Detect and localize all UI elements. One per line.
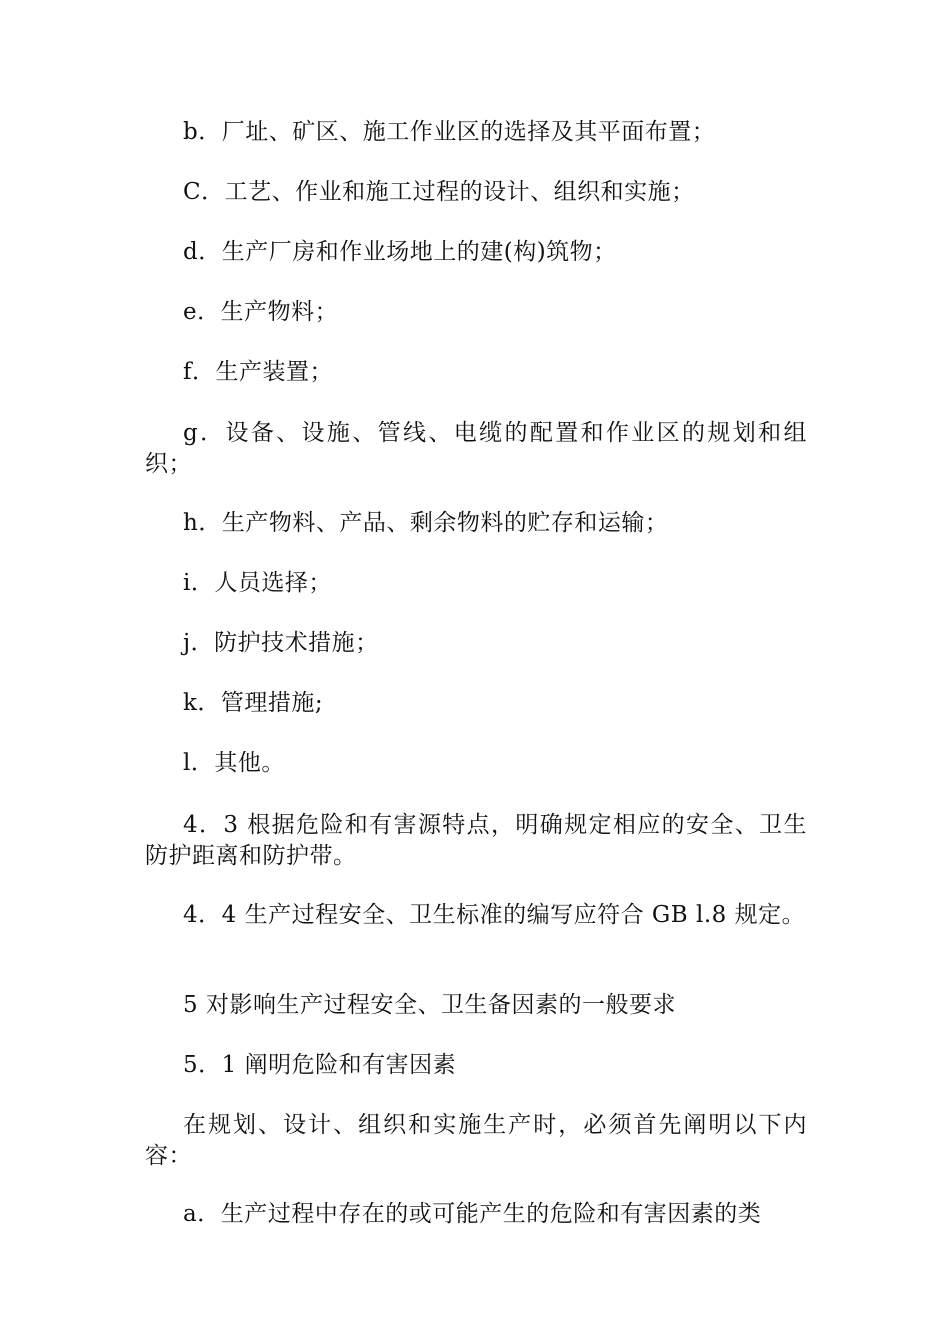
paragraph-item-c: C．工艺、作业和施工过程的设计、组织和实施； [183,179,695,205]
paragraph-item-k: k．管理措施; [183,690,324,716]
section-heading-5: 5 对影响生产过程安全、卫生备因素的一般要求 [183,992,676,1018]
paragraph-clause-4-4: 4．4 生产过程安全、卫生标准的编写应符合 GB l.8 规定。 [183,902,806,928]
paragraph-item-i: i．人员选择； [183,570,332,596]
paragraph-item-j: j．防护技术措施； [183,630,379,656]
paragraph-item-d: d．生产厂房和作业场地上的建(构)筑物； [183,239,617,265]
paragraph-item-b: b．厂址、矿区、施工作业区的选择及其平面布置； [183,119,716,145]
paragraph-item-e: e．生产物料； [183,299,339,325]
paragraph-intro: 在规划、设计、组织和实施生产时，必须首先阐明以下内容： [145,1112,807,1169]
section-heading-5-1: 5．1 阐明危险和有害因素 [183,1052,457,1078]
paragraph-item-f: f．生产装置； [183,359,334,385]
paragraph-item-a: a．生产过程中存在的或可能产生的危险和有害因素的类 [183,1201,762,1227]
paragraph-item-g: g．设备、设施、管线、电缆的配置和作业区的规划和组织； [145,420,807,477]
paragraph-item-h: h．生产物料、产品、剩余物料的贮存和运输； [183,510,669,536]
paragraph-item-l: l．其他。 [183,750,285,776]
paragraph-clause-4-3: 4．3 根据危险和有害源特点，明确规定相应的安全、卫生防护距离和防护带。 [145,812,807,869]
